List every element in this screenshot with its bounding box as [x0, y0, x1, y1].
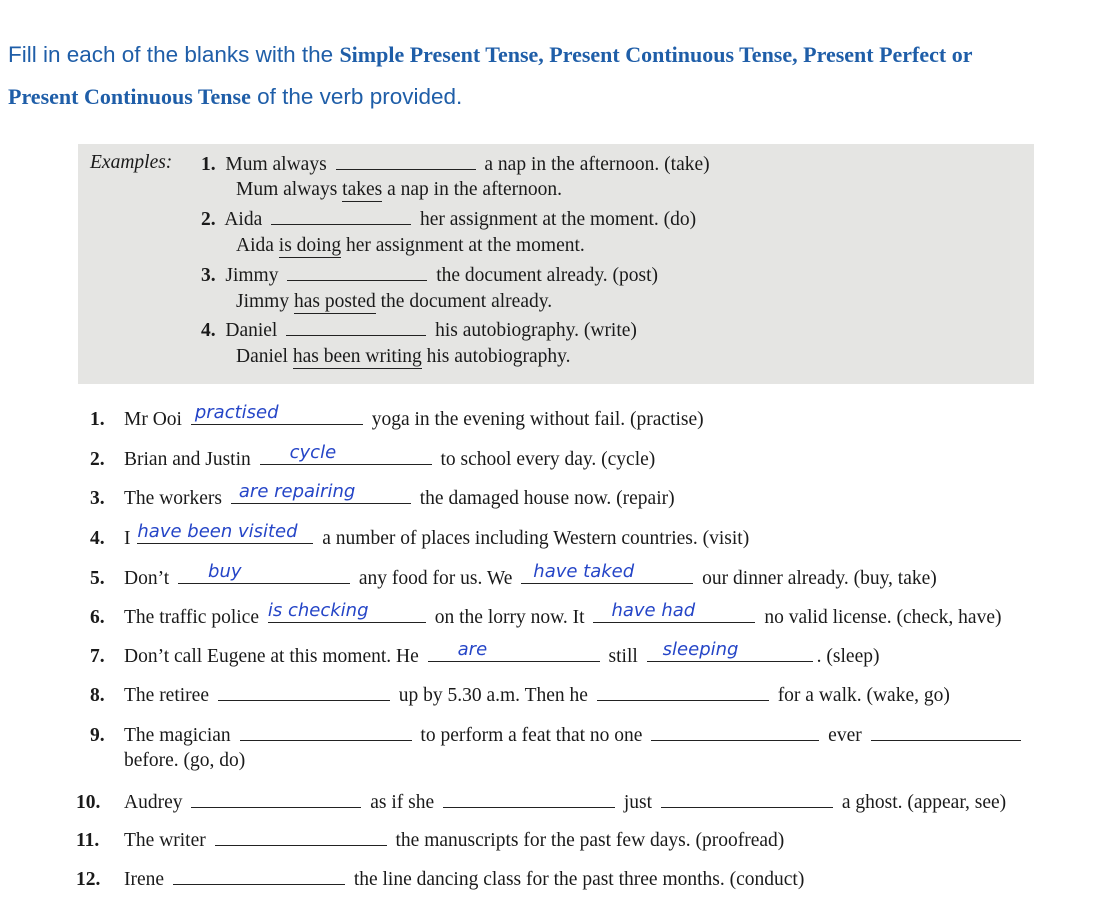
example-blank — [286, 317, 426, 336]
handwritten-answer: is checking — [267, 600, 369, 621]
question-9: 9. The magician to perform a feat that no one ever — [90, 722, 1025, 748]
answer-blank[interactable] — [191, 789, 361, 808]
example-1-answer: Mum always takes a nap in the afternoon. — [236, 179, 562, 200]
answer-blank[interactable] — [521, 561, 693, 584]
answer-blank[interactable] — [137, 521, 313, 544]
handwritten-answer: cycle — [289, 442, 337, 463]
instruction-tenses-2: Present Continuous Tense — [8, 84, 251, 109]
handwritten-answer: buy — [208, 561, 242, 582]
handwritten-answer: are repairing — [238, 481, 356, 502]
example-blank — [271, 206, 411, 225]
answer-blank[interactable] — [651, 722, 819, 741]
example-4-prompt: 4. Daniel his autobiography. (write) — [201, 317, 637, 343]
example-1-prompt: 1. Mum always a nap in the afternoon. (take) — [201, 151, 710, 177]
question-6: 6. The traffic police is checking on the lorry now. It have had no valid license. (check, have) — [90, 600, 1002, 628]
example-4-answer: Daniel has been writing his autobiography. — [236, 346, 571, 367]
handwritten-answer: have taked — [533, 561, 635, 582]
question-1: 1. Mr Ooi practised yoga in the evening without fail. (practise) — [90, 402, 704, 430]
answer-blank[interactable] — [191, 402, 363, 425]
instruction-prefix: Fill in each of the blanks with the — [8, 42, 340, 67]
handwritten-answer: have been visited — [137, 521, 298, 542]
example-2-prompt: 2. Aida her assignment at the moment. (do) — [201, 206, 696, 232]
example-3-answer: Jimmy has posted the document already. — [236, 291, 553, 312]
answer-blank[interactable] — [260, 442, 432, 465]
question-12: 12. Irene the line dancing class for the past three months. (conduct) — [76, 866, 804, 892]
answer-blank[interactable] — [240, 722, 412, 741]
example-2-answer: Aida is doing her assignment at the moment. — [236, 235, 585, 256]
handwritten-answer: sleeping — [662, 639, 739, 660]
answer-blank[interactable] — [661, 789, 833, 808]
answer-blank[interactable] — [218, 682, 390, 701]
question-11: 11. The writer the manuscripts for the past few days. (proofread) — [76, 827, 784, 853]
instruction-suffix: of the verb provided. — [250, 84, 463, 109]
examples-label: Examples: — [90, 152, 173, 173]
example-blank — [336, 151, 476, 170]
answer-blank[interactable] — [178, 561, 350, 584]
handwritten-answer: practised — [194, 402, 279, 423]
question-8: 8. The retiree up by 5.30 a.m. Then he for a walk. (wake, go) — [90, 682, 950, 708]
answer-blank[interactable] — [231, 481, 411, 504]
question-3: 3. The workers are repairing the damaged house now. (repair) — [90, 481, 675, 509]
answer-blank[interactable] — [871, 722, 1021, 741]
answer-blank[interactable] — [215, 827, 387, 846]
answer-blank[interactable] — [443, 789, 615, 808]
answer-blank[interactable] — [267, 600, 426, 623]
question-9-continued: before. (go, do) — [124, 750, 246, 771]
question-7: 7. Don’t call Eugene at this moment. He are still sleeping . (sleep) — [90, 639, 880, 667]
answer-blank[interactable] — [647, 639, 813, 662]
answer-blank[interactable] — [173, 866, 345, 885]
question-2: 2. Brian and Justin cycle to school every day. (cycle) — [90, 442, 656, 470]
instructions — [8, 34, 1103, 118]
question-10: 10. Audrey as if she just a ghost. (appear, see) — [76, 789, 1006, 815]
answer-blank[interactable] — [428, 639, 600, 662]
question-4: 4. I have been visited a number of places including Western countries. (visit) — [90, 521, 750, 549]
example-3-prompt: 3. Jimmy the document already. (post) — [201, 262, 658, 288]
instruction-tenses-1: Simple Present Tense, Present Continuous Tense, Present Perfect or — [339, 42, 973, 67]
handwritten-answer: are — [457, 639, 488, 660]
answer-blank[interactable] — [593, 600, 755, 623]
example-blank — [287, 262, 427, 281]
question-5: 5. Don’t buy any food for us. We have taked our dinner already. (buy, take) — [90, 561, 937, 589]
answer-blank[interactable] — [597, 682, 769, 701]
handwritten-answer: have had — [611, 600, 696, 621]
